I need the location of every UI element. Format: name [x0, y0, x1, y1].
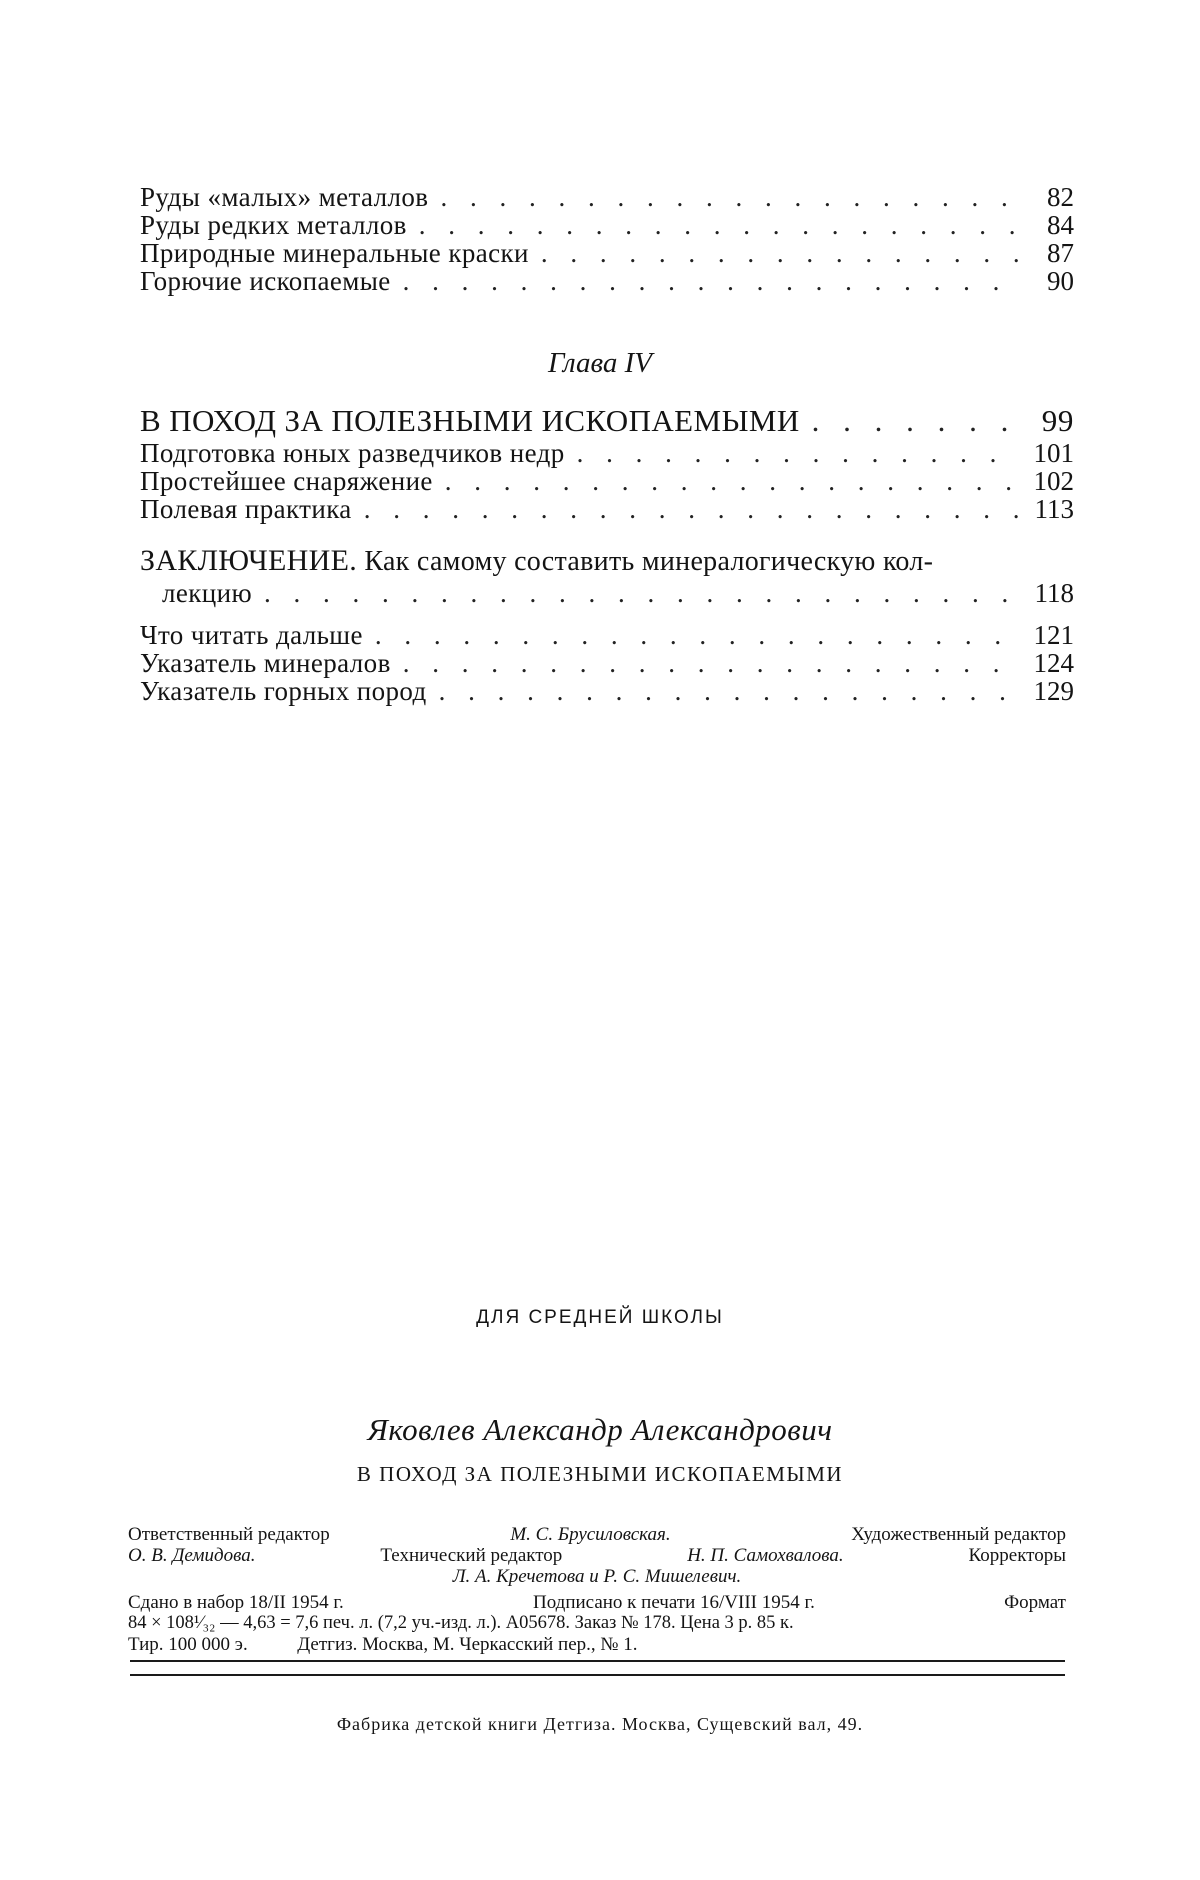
toc-entry-title: Простейшее снаряжение	[140, 466, 433, 496]
toc-entry-page: 118	[1034, 578, 1074, 608]
chapter-label: Глава IV	[0, 347, 1200, 380]
toc-entry-title: В ПОХОД ЗА ПОЛЕЗНЫМИ ИСКОПАЕМЫМИ	[140, 406, 800, 436]
toc-entry	[162, 578, 1074, 608]
resp-editor-label: Ответственный редактор	[128, 1524, 330, 1545]
toc-entry-title: Полевая практика	[140, 494, 352, 524]
toc-entry-title: Подготовка юных разведчиков недр	[140, 438, 565, 468]
format-label: Формат	[1004, 1592, 1066, 1613]
book-title: В ПОХОД ЗА ПОЛЕЗНЫМИ ИСКОПАЕМЫМИ	[0, 1462, 1200, 1487]
imprint-divider	[130, 1674, 1065, 1676]
toc-entry-page: 87	[1034, 238, 1074, 268]
art-editor-label: Художественный редактор	[851, 1524, 1066, 1545]
resp-editor-name: М. С. Брусиловская.	[510, 1524, 670, 1545]
toc-entry-title: лекцию	[162, 578, 252, 608]
dot-leader	[577, 438, 1020, 468]
dot-leader	[419, 210, 1020, 240]
printing-factory: Фабрика детской книги Детгиза. Москва, Сущевский вал, 49.	[0, 1714, 1200, 1735]
toc-entry	[140, 494, 1074, 524]
toc-entry-page: 90	[1034, 266, 1074, 296]
toc-entry	[140, 466, 1074, 496]
art-editor-name: О. В. Демидова.	[128, 1545, 255, 1566]
toc-conclusion-line	[140, 546, 933, 577]
dot-leader	[812, 406, 1020, 436]
toc-entry-page: 102	[1034, 466, 1075, 496]
dot-leader	[364, 494, 1020, 524]
imprint-correctors-line	[128, 1566, 1066, 1587]
toc-entry-page: 113	[1034, 494, 1074, 524]
toc-entry-page: 82	[1034, 182, 1074, 212]
correctors-names: Л. А. Кречетова и Р. С. Мишелевич.	[453, 1566, 742, 1587]
toc-entry-title: Руды редких металлов	[140, 210, 407, 240]
toc-entry-page: 84	[1034, 210, 1074, 240]
toc-entry	[140, 438, 1074, 468]
toc-entry-title: Руды «малых» металлов	[140, 182, 428, 212]
author-name: Яковлев Александр Александрович	[0, 1412, 1200, 1448]
toc-entry	[140, 238, 1074, 268]
typeset-date: Сдано в набор 18/II 1954 г.	[128, 1592, 344, 1613]
toc-entry-title: Указатель горных пород	[140, 676, 427, 706]
publisher-address: Детгиз. Москва, М. Черкасский пер., № 1.	[297, 1634, 637, 1655]
toc-entry-page: 121	[1034, 620, 1075, 650]
dot-leader	[403, 266, 1020, 296]
imprint-print-line	[128, 1613, 1066, 1634]
tech-editor-label: Технический редактор	[380, 1545, 562, 1566]
dot-leader	[541, 238, 1020, 268]
imprint-divider	[130, 1660, 1065, 1662]
dot-leader	[264, 578, 1020, 608]
conclusion-label: ЗАКЛЮЧЕНИЕ.	[140, 544, 357, 577]
toc-entry-title: Что читать дальше	[140, 620, 363, 650]
toc-entry-page: 101	[1034, 438, 1075, 468]
imprint-editors-line	[128, 1545, 1066, 1566]
toc-entry	[140, 620, 1074, 650]
series-label: ДЛЯ СРЕДНЕЙ ШКОЛЫ	[0, 1307, 1200, 1329]
toc-entry-page: 129	[1034, 676, 1075, 706]
toc-chapter-title	[140, 406, 1074, 436]
correctors-label: Корректоры	[969, 1545, 1066, 1566]
print-specs: 84 × 108¹⁄₃₂ — 4,63 = 7,6 печ. л. (7,2 уч.-изд. л.). А05678. Заказ № 178. Цена 3 р. 85 к.	[128, 1613, 794, 1633]
book-page	[0, 0, 1200, 1880]
dot-leader	[403, 648, 1020, 678]
imprint-print-line	[128, 1592, 1066, 1613]
imprint-print-line	[128, 1634, 1066, 1655]
dot-leader	[440, 182, 1020, 212]
tech-editor-name: Н. П. Самохвалова.	[687, 1545, 843, 1566]
toc-entry	[140, 676, 1074, 706]
toc-entry-page: 99	[1034, 406, 1074, 436]
toc-entry-title: Горючие ископаемые	[140, 266, 391, 296]
toc-entry	[140, 648, 1074, 678]
imprint-editors-line	[128, 1524, 1066, 1545]
toc-entry	[140, 210, 1074, 240]
toc-entry-page: 124	[1034, 648, 1075, 678]
dot-leader	[439, 676, 1020, 706]
dot-leader	[375, 620, 1020, 650]
signed-date: Подписано к печати 16/VIII 1954 г.	[533, 1592, 815, 1613]
toc-entry	[140, 182, 1074, 212]
print-run: Тир. 100 000 э.	[128, 1634, 248, 1655]
conclusion-text: Как самому составить минералогическую кол-	[364, 546, 933, 577]
dot-leader	[445, 466, 1020, 496]
toc-entry-title: Указатель минералов	[140, 648, 391, 678]
toc-entry	[140, 266, 1074, 296]
toc-entry-title: Природные минеральные краски	[140, 238, 529, 268]
